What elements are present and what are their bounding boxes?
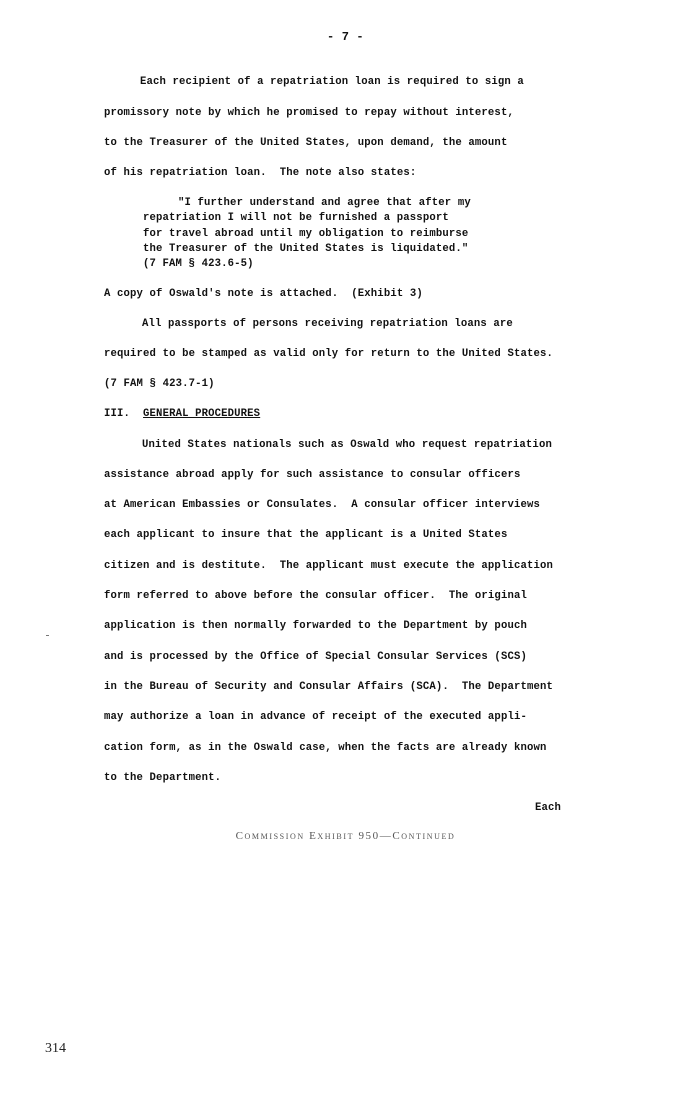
body-line: may authorize a loan in advance of receipt of the executed appli-: [104, 711, 527, 723]
quote-line: "I further understand and agree that after my: [178, 197, 471, 209]
quote-line: repatriation I will not be furnished a passport: [143, 212, 449, 224]
body-line: promissory note by which he promised to repay without interest,: [104, 107, 514, 119]
exhibit-caption: Commission Exhibit 950—Continued: [235, 830, 456, 842]
body-line: to the Department.: [104, 772, 222, 784]
body-line: All passports of persons receiving repatriation loans are: [142, 318, 513, 330]
citation-line: (7 FAM § 423.7-1): [104, 378, 215, 390]
body-line: application is then normally forwarded to the Department by pouch: [104, 620, 527, 632]
body-line: Each recipient of a repatriation loan is required to sign a: [140, 76, 524, 88]
exhibit-note: A copy of Oswald's note is attached. (Exhibit 3): [104, 288, 423, 300]
page-header: - 7 -: [327, 30, 364, 44]
body-line: assistance abroad apply for such assistance to consular officers: [104, 469, 521, 481]
body-line: at American Embassies or Consulates. A consular officer interviews: [104, 499, 540, 511]
body-line: in the Bureau of Security and Consular Affairs (SCA). The Department: [104, 681, 554, 693]
body-line: citizen and is destitute. The applicant must execute the application: [104, 560, 554, 572]
quote-line: for travel abroad until my obligation to reimburse: [143, 228, 469, 240]
catchword: Each: [535, 802, 562, 814]
scan-speck: [46, 635, 49, 636]
body-line: of his repatriation loan. The note also states:: [104, 167, 417, 179]
body-line: cation form, as in the Oswald case, when the facts are already known: [104, 742, 547, 754]
body-line: form referred to above before the consular officer. The original: [104, 590, 527, 602]
section-number: III.: [104, 408, 131, 420]
quote-citation: (7 FAM § 423.6-5): [143, 258, 254, 270]
body-line: each applicant to insure that the applicant is a United States: [104, 529, 508, 541]
section-title: GENERAL PROCEDURES: [143, 408, 261, 420]
body-line: to the Treasurer of the United States, upon demand, the amount: [104, 137, 508, 149]
body-line: required to be stamped as valid only for return to the United States.: [104, 348, 554, 360]
section-heading: [104, 408, 260, 420]
quote-line: the Treasurer of the United States is liquidated.": [143, 243, 469, 255]
page-number: 314: [45, 1041, 66, 1056]
body-line: United States nationals such as Oswald who request repatriation: [142, 439, 552, 451]
body-line: and is processed by the Office of Special Consular Services (SCS): [104, 651, 527, 663]
